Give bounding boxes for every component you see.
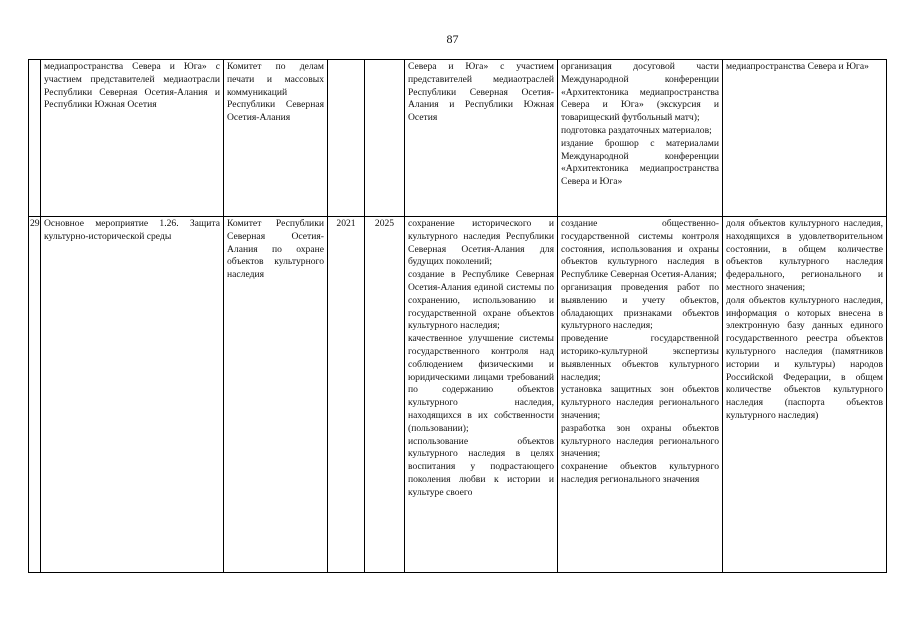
executor-cell: Комитет Республики Северная Осетия-Алания по охране объектов культурного наследия: [224, 217, 328, 573]
directions-cell: организация досуговой части Международной конференции «Архитектоника медиапространства Севера и Юга» (экскурсия и товарищеский футбольный матч); подготовка раздаточных материалов; издание брошюр с материалами Международной конференции «Архитектоника медиапространства Севера и Юга»: [558, 60, 723, 217]
start-year-cell: [328, 60, 365, 217]
indicators-cell: доля объектов культурного наследия, находящихся в удовлетворительном состоянии, в общем количестве объектов культурного наследия федерального, регионального и местного значения; доля объектов культурного наследия, информация о которых внесена в электронную базу данных единого государственного реестра объектов культурного наследия (памятников истории и культуры) народов Российской Федерации, в общем количестве объектов культурного наследия (паспорта объектов культурного наследия): [723, 217, 887, 573]
result-cell: Севера и Юга» с участием представителей медиаотраслей Республики Северная Осетия-Алания и Республики Южная Осетия: [405, 60, 558, 217]
start-year-cell: 2021: [328, 217, 365, 573]
end-year-cell: 2025: [365, 217, 405, 573]
result-cell: сохранение исторического и культурного наследия Республики Северная Осетия-Алания для будущих поколений; создание в Республике Северная Осетия-Алания единой системы по сохранению, использованию и государственной охране объектов культурного наследия; качественное улучшение системы государственного контроля над соблюдением физическими и юридическими лицами требований по содержанию объектов культурного наследия, находящихся в их собственности (пользовании); использование объектов культурного наследия в целях воспитания у подрастающего поколения любви к истории и культуре своего: [405, 217, 558, 573]
row-number: [29, 60, 41, 217]
executor-cell: Комитет по делам печати и массовых коммуникаций Республики Северная Осетия-Алания: [224, 60, 328, 217]
indicators-cell: медиапространства Севера и Юга»: [723, 60, 887, 217]
activity-cell: Основное мероприятие 1.26. Защита культурно-исторической среды: [41, 217, 224, 573]
table-row: [29, 60, 887, 217]
table-row: [29, 217, 887, 573]
program-table: [28, 59, 887, 573]
activity-cell: медиапространства Севера и Юга» с участием представителей медиаотрасли Республики Северная Осетия-Алания и Республики Южная Осетия: [41, 60, 224, 217]
page-number: 87: [446, 32, 459, 46]
row-number: 29: [29, 217, 41, 573]
directions-cell: создание общественно-государственной системы контроля состояния, использования и охраны объектов культурного наследия в Республике Северная Осетия-Алания; организация проведения работ по выявлению и учету объектов, обладающих признаками объектов культурного наследия; проведение государственной историко-культурной экспертизы выявленных объектов культурного наследия; установка защитных зон объектов культурного наследия регионального значения; разработка зон охраны объектов культурного наследия регионального значения; сохранение объектов культурного наследия регионального значения: [558, 217, 723, 573]
end-year-cell: [365, 60, 405, 217]
